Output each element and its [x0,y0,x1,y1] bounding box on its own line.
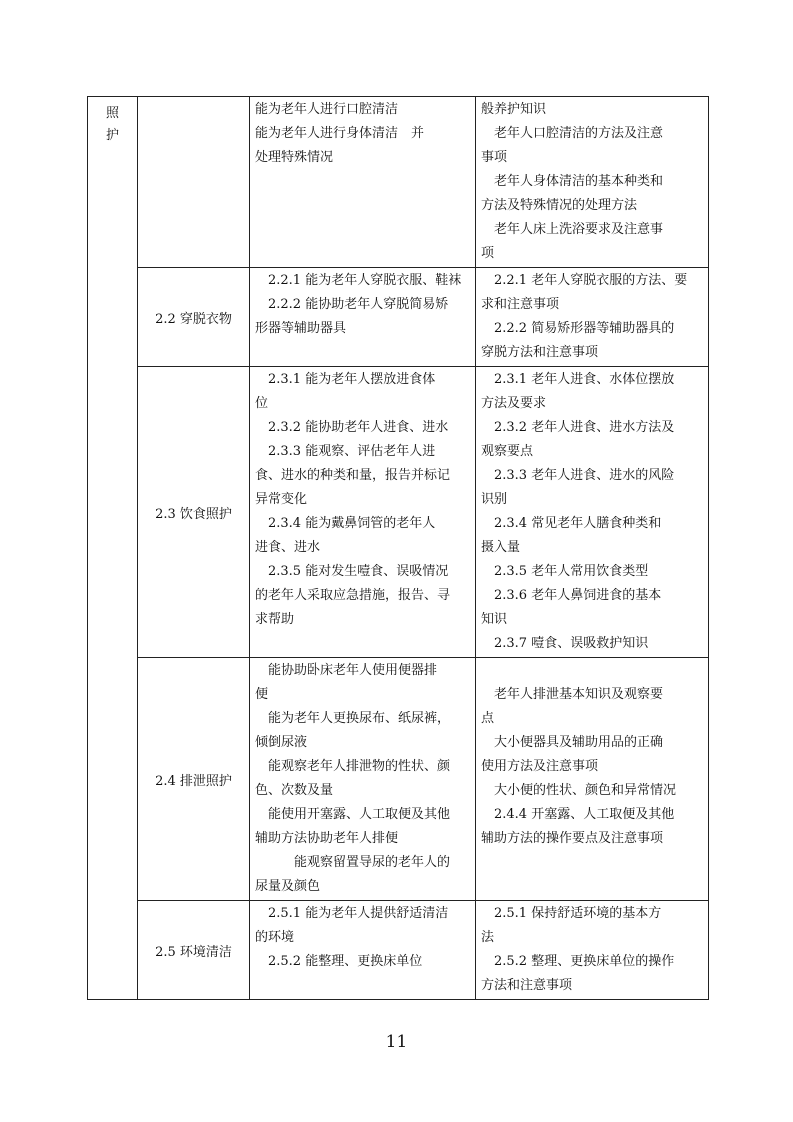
skills-table [87,96,709,1000]
cell-line: 大小便的性状、颜色和异常情况 [481,783,677,798]
cell-line: 异常变化 [255,492,308,507]
cell-line: 进食、进水 [255,540,321,555]
cell-line: 方法和注意事项 [481,978,573,993]
cell-line: 方法及要求 [481,396,547,411]
skills-cell [250,268,476,367]
cell-line: 2.5.2 能整理、更换床单位 [255,954,423,969]
cell-line: 的老年人采取应急措施，报告、寻 [255,588,451,603]
knowledge-cell [476,658,709,901]
cell-line: 色、次数及量 [255,783,334,798]
cell-line: 穿脱方法和注意事项 [481,345,599,360]
cell-line: 的环境 [255,930,295,945]
knowledge-cell [476,901,709,1000]
table-row [88,97,709,268]
module-cell: 2.4 排泄照护 [138,658,250,901]
cell-line: 2.3.1 老年人进食、水体位摆放 [481,372,675,387]
category-cell [88,97,138,1000]
cell-line: 2.2.2 能协助老年人穿脱简易矫 [255,297,449,312]
cell-line: 2.3.3 老年人进食、进水的风险 [481,468,675,483]
cell-line: 知识 [481,612,508,627]
cell-line: 2.3.4 常见老年人膳食种类和 [481,516,662,531]
cell-line: 2.5.1 能为老年人提供舒适清洁 [255,906,449,921]
cell-line: 方法及特殊情况的处理方法 [481,198,638,213]
skills-cell [250,901,476,1000]
cell-line: 老年人身体清洁的基本种类和 [481,174,664,189]
cell-line: 2.3.1 能为老年人摆放进食体 [255,372,436,387]
cell-line: 便 [255,687,269,702]
cell-line: 2.3.3 能观察、评估老年人进 [255,444,436,459]
knowledge-cell [476,367,709,658]
cell-line: 观察要点 [481,444,534,459]
cell-line: 老年人排泄基本知识及观察要 [481,687,664,702]
cell-line: 位 [255,396,269,411]
cell-line: 老年人床上洗浴要求及注意事 [481,222,664,237]
cell-line: 2.5.2 整理、更换床单位的操作 [481,954,675,969]
cell-line: 2.2.2 简易矫形器等辅助器具的 [481,321,675,336]
cell-line: 求和注意事项 [481,297,560,312]
table-row [88,268,709,367]
table-row [88,367,709,658]
module-cell: 2.3 饮食照护 [138,367,250,658]
cell-line: 能协助卧床老年人使用便器排 [255,663,438,678]
cell-line: 能为老年人进行身体清洁 并 [255,126,425,141]
cell-line: 2.5.1 保持舒适环境的基本方 [481,906,662,921]
cell-line: 老年人口腔清洁的方法及注意 [481,126,664,141]
cell-line: 2.3.4 能为戴鼻饲管的老年人 [255,516,436,531]
cell-line: 2.3.5 老年人常用饮食类型 [481,564,649,579]
cell-line: 形器等辅助器具 [255,321,347,336]
skills-cell [250,367,476,658]
cell-line: 能观察留置导尿的老年人的 [255,855,451,870]
table-row [88,658,709,901]
cell-line: 2.3.6 老年人鼻饲进食的基本 [481,588,662,603]
cell-line: 能观察老年人排泄物的性状、颜 [255,759,451,774]
cell-line: 法 [481,930,495,945]
cell-line: 尿量及颜色 [255,879,321,894]
cell-line: 能为老年人更换尿布、纸尿裤， [255,711,451,726]
cell-line: 2.4.4 开塞露、人工取便及其他 [481,807,675,822]
cell-line: 般养护知识 [481,102,547,117]
cell-line: 事项 [481,150,508,165]
cell-line: 识别 [481,492,508,507]
module-cell: 2.2 穿脱衣物 [138,268,250,367]
skills-cell [250,658,476,901]
cell-line [481,659,703,683]
cell-line: 2.3.2 老年人进食、进水方法及 [481,420,675,435]
cell-line: 项 [481,246,495,261]
module-cell [138,97,250,268]
category-char: 照 [105,106,119,121]
knowledge-cell [476,97,709,268]
cell-line: 能使用开塞露、人工取便及其他 [255,807,451,822]
cell-line: 食、进水的种类和量，报告并标记 [255,468,451,483]
cell-line: 摄入量 [481,540,521,555]
cell-line: 2.3.2 能协助老年人进食、进水 [255,420,449,435]
cell-line: 倾倒尿液 [255,735,308,750]
category-char: 护 [105,128,119,143]
cell-line: 点 [481,711,495,726]
table-row [88,901,709,1000]
cell-line: 2.3.5 能对发生噎食、误吸情况 [255,564,449,579]
knowledge-cell [476,268,709,367]
cell-line: 2.2.1 能为老年人穿脱衣服、鞋袜 [255,273,462,288]
cell-line: 处理特殊情况 [255,150,334,165]
cell-line: 求帮助 [255,612,295,627]
module-cell: 2.5 环境清洁 [138,901,250,1000]
cell-line: 使用方法及注意事项 [481,759,599,774]
cell-line: 能为老年人进行口腔清洁 [255,102,399,117]
cell-line: 大小便器具及辅助用品的正确 [481,735,664,750]
page-number: 11 [385,1032,408,1052]
cell-line: 2.2.1 老年人穿脱衣服的方法、要 [481,273,688,288]
cell-line: 2.3.7 噎食、误吸救护知识 [481,636,649,651]
skills-cell [250,97,476,268]
cell-line: 辅助方法的操作要点及注意事项 [481,831,664,846]
cell-line: 辅助方法协助老年人排便 [255,831,399,846]
